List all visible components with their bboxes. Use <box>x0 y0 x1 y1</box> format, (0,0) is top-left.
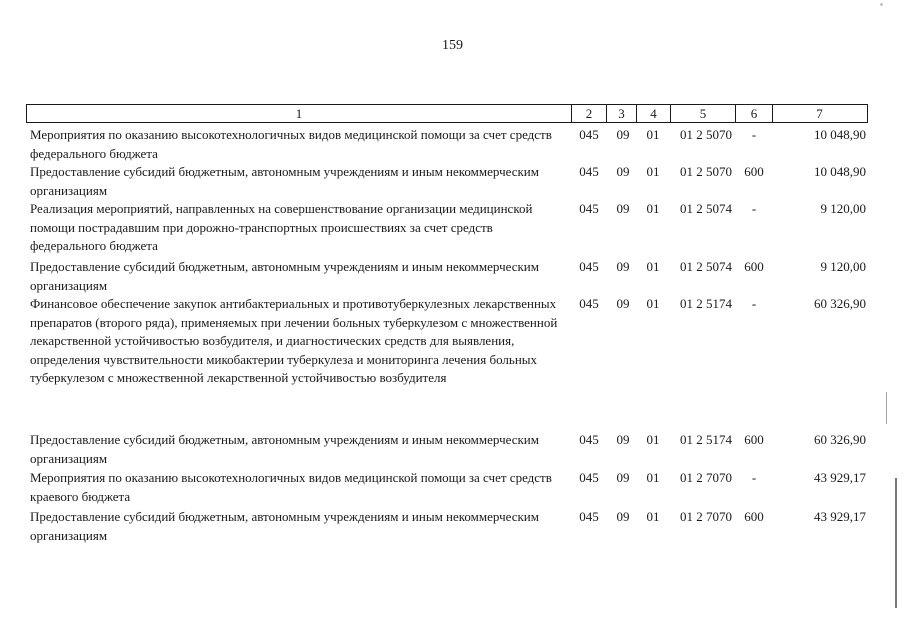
scan-mark <box>886 392 887 424</box>
row-grbs: 045 <box>579 432 599 447</box>
page-number: 159 <box>442 38 463 53</box>
row-target-article: 01 2 5174 <box>680 296 732 311</box>
row-subsection: 01 <box>646 509 660 524</box>
row-target-article: 01 2 5070 <box>680 164 732 179</box>
row-subsection: 01 <box>646 259 660 274</box>
row-expense-type: 600 <box>744 432 764 447</box>
row-target-article: 01 2 5070 <box>680 127 732 142</box>
header-col-7: 7 <box>772 105 866 122</box>
row-expense-type: 600 <box>744 164 764 179</box>
row-name: Мероприятия по оказанию высокотехнологичных видов медицинской помощи за счет средств краевого бюджета <box>30 470 552 504</box>
scan-mark <box>880 3 883 6</box>
header-col-6: 6 <box>735 105 772 122</box>
row-section: 09 <box>616 470 630 485</box>
row-grbs: 045 <box>579 296 599 311</box>
row-target-article: 01 2 5074 <box>680 259 732 274</box>
row-name: Предоставление субсидий бюджетным, автономным учреждениям и иным некоммерческим организациям <box>30 509 539 543</box>
row-name: Мероприятия по оказанию высокотехнологичных видов медицинской помощи за счет средств федерального бюджета <box>30 127 552 161</box>
header-col-3: 3 <box>606 105 636 122</box>
row-name: Предоставление субсидий бюджетным, автономным учреждениям и иным некоммерческим организациям <box>30 164 539 198</box>
row-target-article: 01 2 5074 <box>680 201 732 216</box>
row-subsection: 01 <box>646 127 660 142</box>
row-expense-type: 600 <box>744 259 764 274</box>
header-col-2: 2 <box>571 105 606 122</box>
row-grbs: 045 <box>579 164 599 179</box>
row-target-article: 01 2 5174 <box>680 432 732 447</box>
row-amount: 10 048,90 <box>814 127 866 142</box>
row-subsection: 01 <box>646 164 660 179</box>
row-amount: 9 120,00 <box>820 259 866 274</box>
row-name: Предоставление субсидий бюджетным, автономным учреждениям и иным некоммерческим организациям <box>30 432 539 466</box>
row-section: 09 <box>616 509 630 524</box>
header-col-5: 5 <box>670 105 735 122</box>
row-expense-type: - <box>751 201 757 216</box>
table-header-row <box>26 104 868 123</box>
row-grbs: 045 <box>579 470 599 485</box>
row-amount: 43 929,17 <box>814 470 866 485</box>
row-target-article: 01 2 7070 <box>680 509 732 524</box>
row-name: Финансовое обеспечение закупок антибактериальных и противотуберкулезных лекарственных препаратов (второго ряда), применяемых при лечении больных туберкулезом с множественной лекарственной устойчивостью возбудителя, и диагностических средств для выявления, определения чувствительности микобактерии туберкулеза и мониторинга лечения больных туберкулезом с множественной лекарственной устойчивостью возбудителя <box>30 296 558 385</box>
row-subsection: 01 <box>646 470 660 485</box>
row-grbs: 045 <box>579 201 599 216</box>
row-grbs: 045 <box>579 509 599 524</box>
row-expense-type: - <box>751 296 757 311</box>
row-amount: 60 326,90 <box>814 296 866 311</box>
row-section: 09 <box>616 201 630 216</box>
row-section: 09 <box>616 296 630 311</box>
row-subsection: 01 <box>646 432 660 447</box>
scan-mark <box>895 478 897 608</box>
row-section: 09 <box>616 259 630 274</box>
row-section: 09 <box>616 127 630 142</box>
row-expense-type: 600 <box>744 509 764 524</box>
row-name: Реализация мероприятий, направленных на совершенствование организации медицинской помощи пострадавшим при дорожно-транспортных происшествиях за счет средств федерального бюджета <box>30 201 533 253</box>
row-subsection: 01 <box>646 201 660 216</box>
row-name: Предоставление субсидий бюджетным, автономным учреждениям и иным некоммерческим организациям <box>30 259 539 293</box>
row-amount: 60 326,90 <box>814 432 866 447</box>
row-amount: 10 048,90 <box>814 164 866 179</box>
row-expense-type: - <box>751 470 757 485</box>
row-target-article: 01 2 7070 <box>680 470 732 485</box>
row-amount: 9 120,00 <box>820 201 866 216</box>
row-subsection: 01 <box>646 296 660 311</box>
row-amount: 43 929,17 <box>814 509 866 524</box>
row-grbs: 045 <box>579 127 599 142</box>
header-col-4: 4 <box>636 105 670 122</box>
row-section: 09 <box>616 164 630 179</box>
header-col-1: 1 <box>295 106 303 121</box>
row-section: 09 <box>616 432 630 447</box>
row-expense-type: - <box>751 127 757 142</box>
row-grbs: 045 <box>579 259 599 274</box>
